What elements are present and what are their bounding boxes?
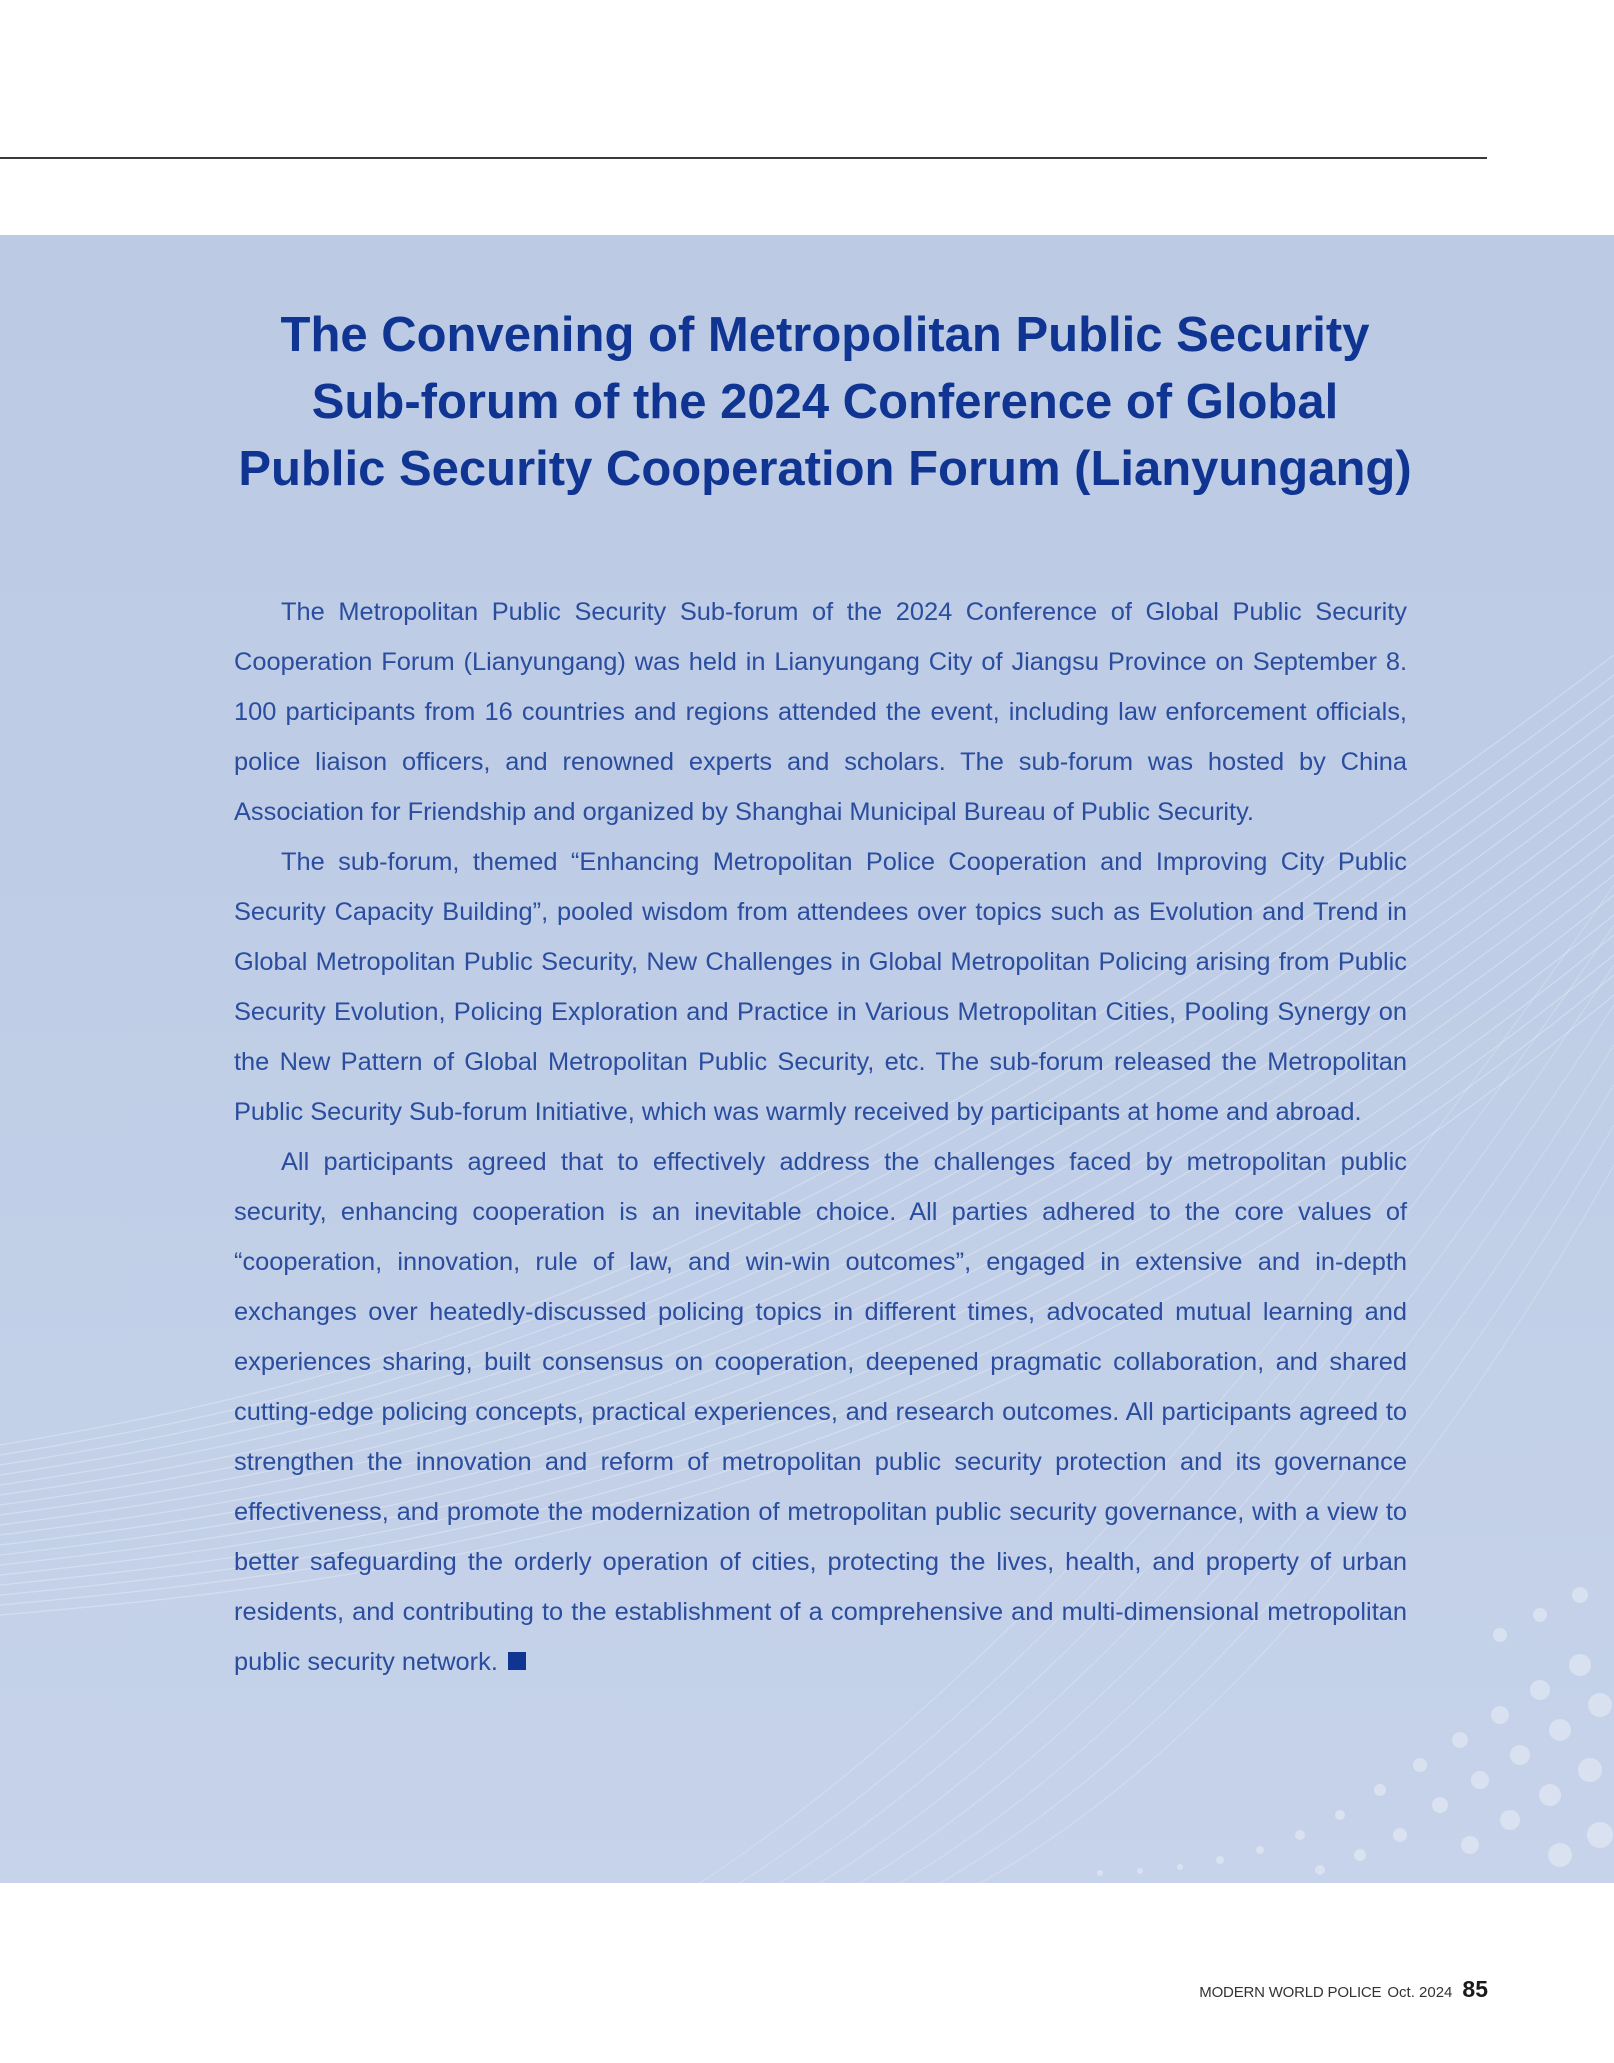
paragraph-text: All participants agreed that to effectively address the challenges faced by metropolitan public security, enhancing cooperation is an inevitable choice. All parties adhered to the core values of “cooperation, innovation, rule of law, and win-win outcomes”, engaged in extensive and in-depth exchanges over heatedly-discussed policing topics in different times, advocated mutual learning and experiences sharing, built consensus on cooperation, deepened pragmatic collaboration, and shared cutting-edge policing concepts, practical experiences, and research outcomes. All participants agreed to strengthen the innovation and reform of metropolitan public security protection and its governance effectiveness, and promote the modernization of metropolitan public security governance, with a view to better safeguarding the orderly operation of cities, protecting the lives, health, and property of urban residents, and contributing to the establishment of a comprehensive and multi-dimensional metropolitan public security network. xyxy=(234,1148,1407,1676)
page-footer xyxy=(1199,1976,1488,2003)
header-rule xyxy=(0,157,1487,159)
body-paragraph xyxy=(234,1137,1407,1687)
title-line: Sub-forum of the 2024 Conference of Global xyxy=(311,375,1339,429)
magazine-name: MODERN WORLD POLICE xyxy=(1199,1984,1382,2001)
page-number: 85 xyxy=(1462,1976,1488,2002)
issue-date: Oct. 2024 xyxy=(1387,1984,1453,2001)
article-body xyxy=(234,587,1407,1687)
body-paragraph xyxy=(234,837,1407,1137)
end-of-article-mark xyxy=(508,1652,526,1670)
paragraph-text: The sub-forum, themed “Enhancing Metropolitan Police Cooperation and Improving City Public Security Capacity Building”, pooled wisdom from attendees over topics such as Evolution and Trend in Global Metropolitan Public Security, New Challenges in Global Metropolitan Policing arising from Public Security Evolution, Policing Exploration and Practice in Various Metropolitan Cities, Pooling Synergy on the New Pattern of Global Metropolitan Public Security, etc. The sub-forum released the Metropolitan Public Security Sub-forum Initiative, which was warmly received by participants at home and abroad. xyxy=(234,848,1407,1126)
body-paragraph: The Metropolitan Public Security Sub-forum of the 2024 Conference of Global Public Security Cooperation Forum (Lianyungang) was held in Lianyungang City of Jiangsu Province on September 8. 100 participants from 16 countries and regions attended the event, including law enforcement officials, police liaison officers, and renowned experts and scholars. The sub-forum was hosted by China Association for Friendship and organized by Shanghai Municipal Bureau of Public Security. xyxy=(234,598,1407,826)
article-panel xyxy=(0,235,1614,1883)
title-line: The Convening of Metropolitan Public Security xyxy=(280,308,1370,362)
title-line: Public Security Cooperation Forum (Lianyungang) xyxy=(238,442,1412,496)
article-title xyxy=(150,302,1500,503)
